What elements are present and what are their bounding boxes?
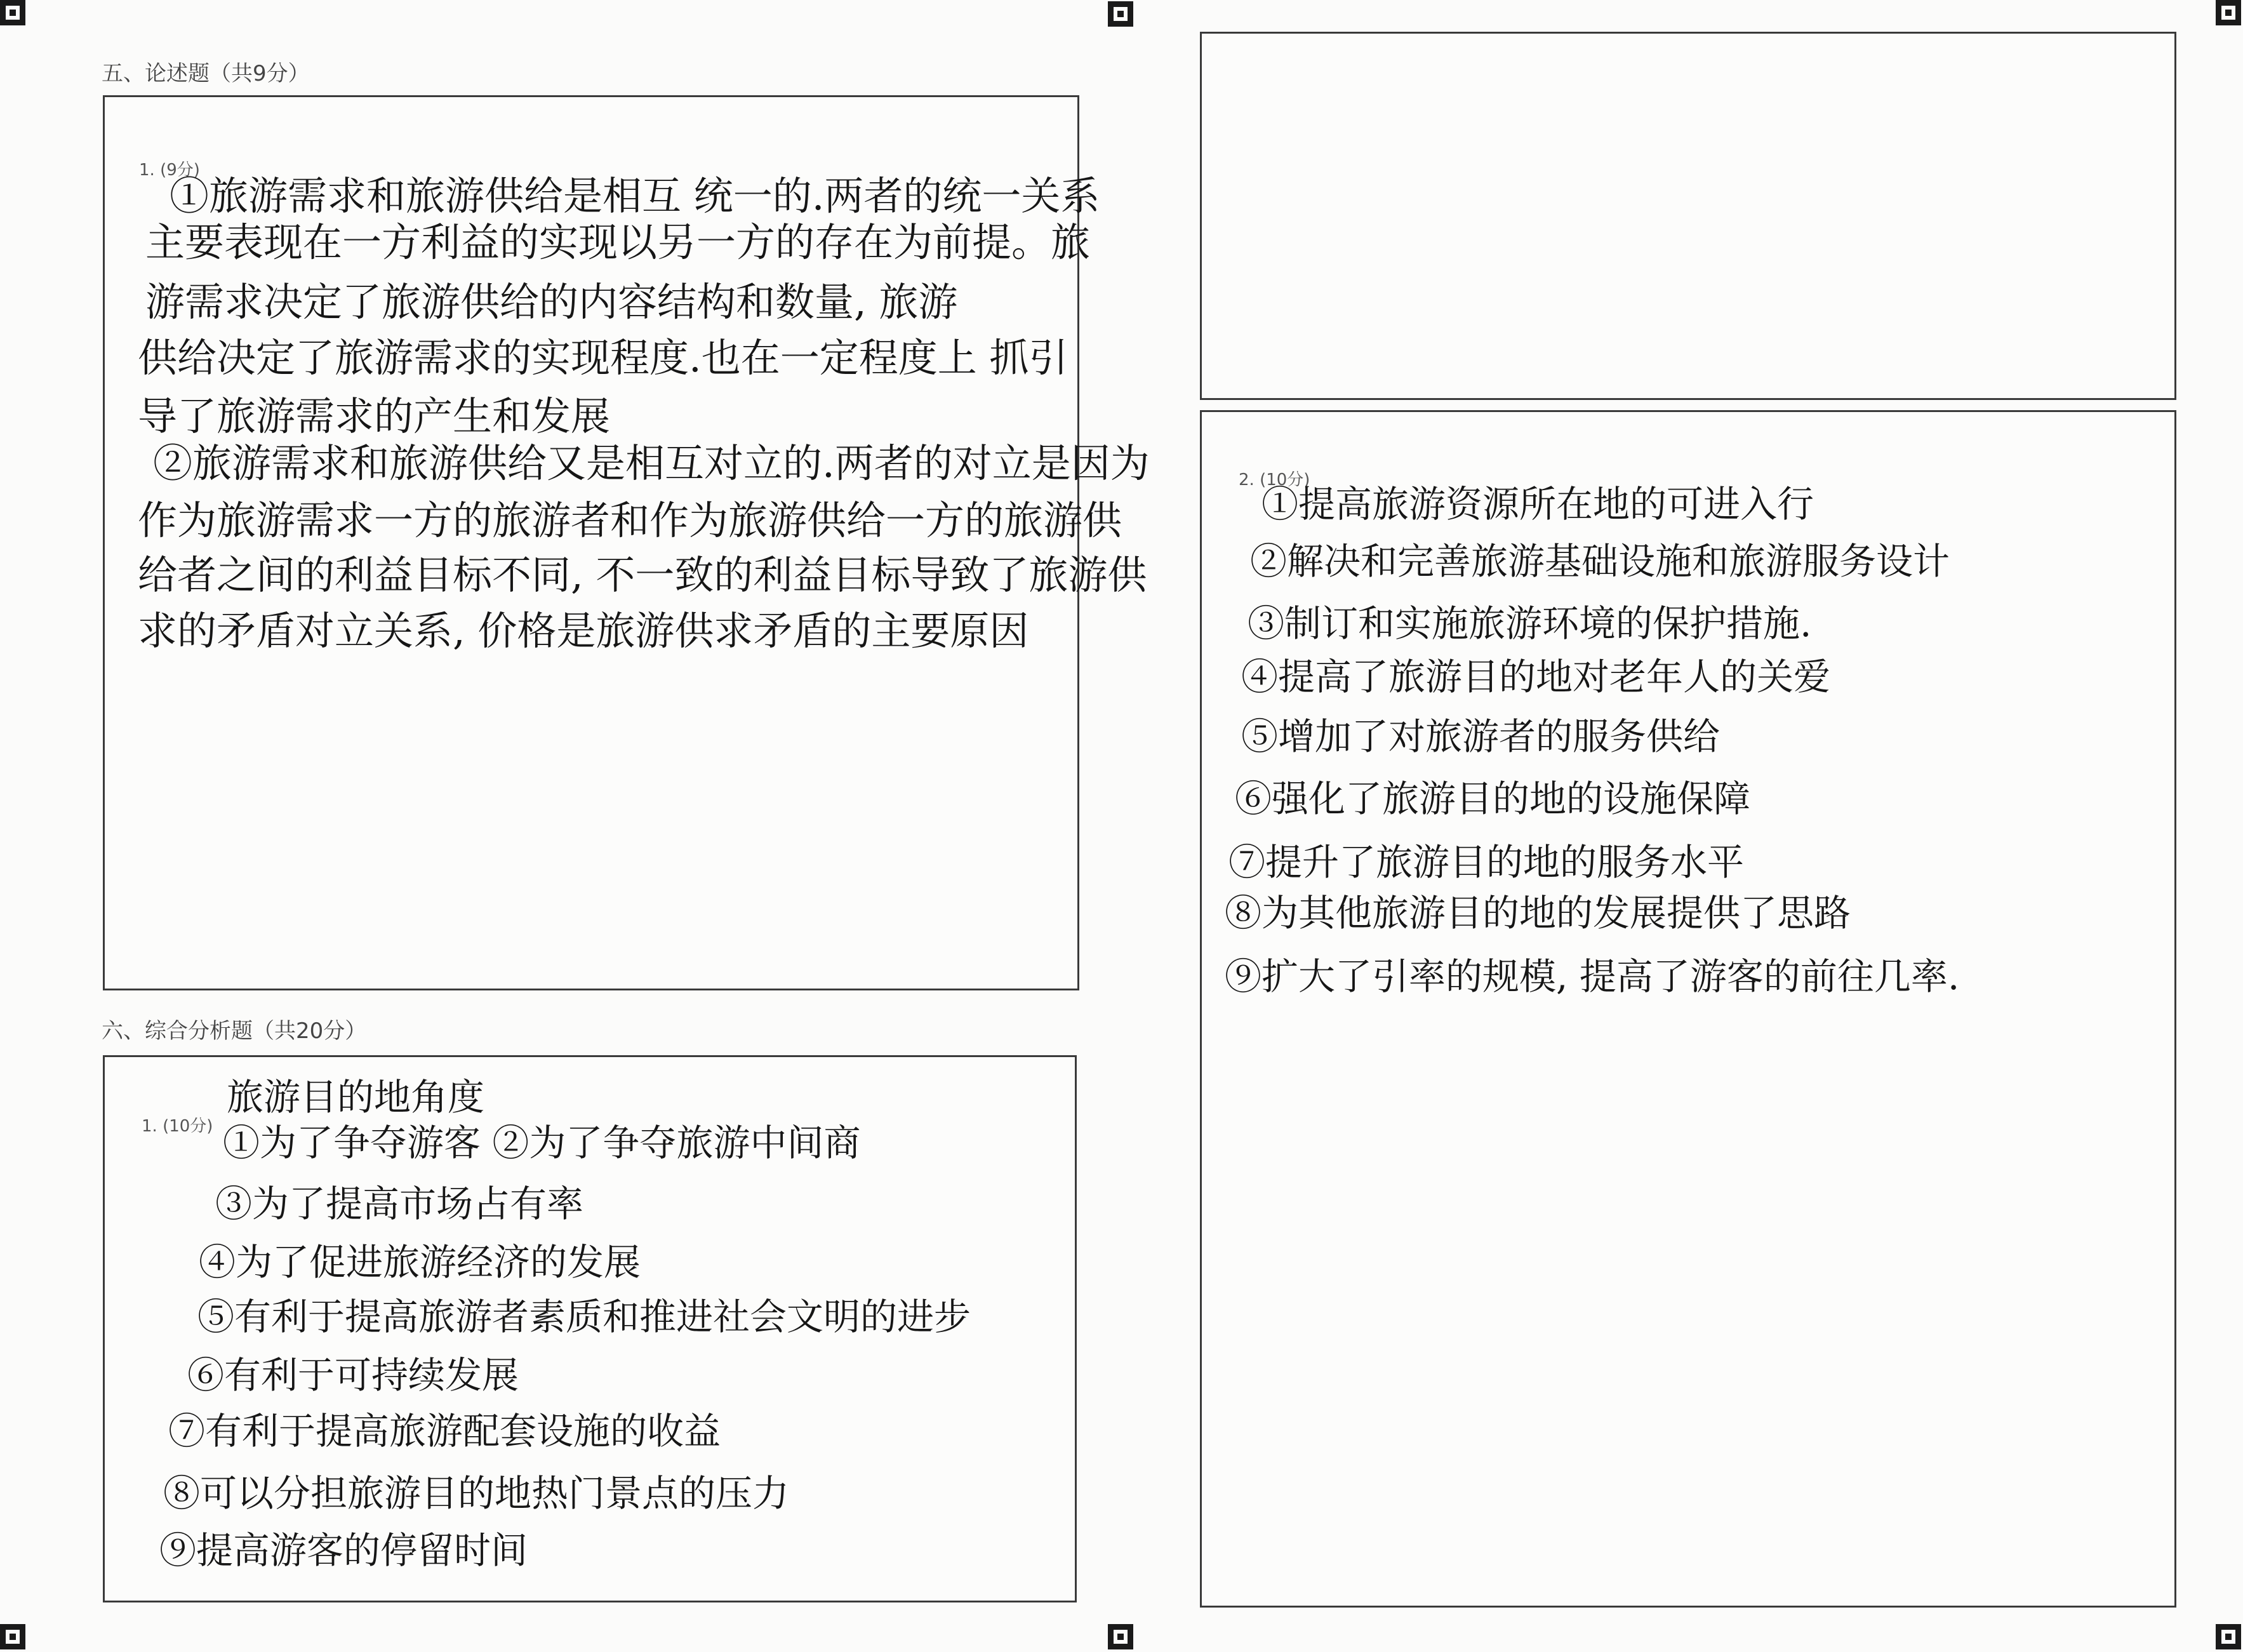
fiducial-marker-top-center	[1108, 1, 1133, 27]
analysis-section-title: 六、综合分析题（共20分）	[102, 1018, 367, 1044]
fiducial-marker-bottom-right	[2216, 1624, 2241, 1649]
analysis-q1-answer-box	[103, 1055, 1077, 1602]
analysis-q2-answer-box	[1200, 410, 2176, 1608]
answer-line: 给者之间的利益目标不同, 不一致的利益目标导致了旅游供	[138, 552, 1147, 598]
answer-line: ④提高了旅游目的地对老年人的关爱	[1241, 655, 1831, 698]
answer-line: 供给决定了旅游需求的实现程度.也在一定程度上 抓引	[138, 335, 1068, 381]
answer-line: 主要表现在一方利益的实现以另一方的存在为前提。旅	[145, 219, 1091, 265]
fiducial-marker-bottom-center	[1108, 1624, 1133, 1649]
answer-line: ⑧为其他旅游目的地的发展提供了思路	[1225, 891, 1851, 935]
fiducial-marker-top-left	[0, 0, 25, 25]
continuation-answer-box	[1200, 32, 2176, 400]
answer-line: ①为了争夺游客 ②为了争夺旅游中间商	[223, 1121, 861, 1164]
answer-line: ①旅游需求和旅游供给是相互 统一的.两者的统一关系	[170, 173, 1100, 219]
fiducial-marker-bottom-left	[0, 1624, 25, 1649]
answer-line: 旅游目的地角度	[227, 1076, 485, 1119]
answer-line: ④为了促进旅游经济的发展	[199, 1241, 641, 1284]
answer-line: 导了旅游需求的产生和发展	[138, 393, 611, 439]
answer-line: ⑦有利于提高旅游配套设施的收益	[168, 1409, 721, 1453]
essay-answer-box	[103, 95, 1150, 990]
answer-line: ⑤有利于提高旅游者素质和推进社会文明的进步	[197, 1295, 971, 1338]
answer-line: ⑥有利于可持续发展	[187, 1354, 519, 1397]
question-label: 1. (9分)	[139, 161, 200, 180]
answer-line: ②解决和完善旅游基础设施和旅游服务设计	[1250, 540, 1950, 583]
answer-line: ③为了提高市场占有率	[215, 1182, 584, 1225]
answer-line: ⑦提升了旅游目的地的服务水平	[1228, 841, 1745, 884]
question-label: 1. (10分)	[142, 1117, 213, 1136]
answer-line: ③制订和实施旅游环境的保护措施.	[1248, 602, 1812, 645]
answer-line: ⑥强化了旅游目的地的设施保障	[1235, 777, 1751, 820]
answer-line: ⑨扩大了引率的规模, 提高了游客的前往几率.	[1225, 955, 1960, 998]
answer-line: 求的矛盾对立关系, 价格是旅游供求矛盾的主要原因	[138, 608, 1029, 654]
essay-section-title: 五、论述题（共9分）	[102, 61, 310, 86]
answer-line: ②旅游需求和旅游供给又是相互对立的.两者的对立是因为	[153, 440, 1150, 486]
answer-line: ⑧可以分担旅游目的地热门景点的压力	[163, 1472, 790, 1515]
fiducial-marker-top-right	[2216, 0, 2241, 25]
question-label: 2. (10分)	[1239, 470, 1310, 490]
answer-line: ①提高旅游资源所在地的可进入行	[1261, 483, 1814, 526]
answer-line: ⑤增加了对旅游者的服务供给	[1241, 715, 1721, 758]
answer-line: 作为旅游需求一方的旅游者和作为旅游供给一方的旅游供	[138, 497, 1122, 543]
answer-line: ⑨提高游客的停留时间	[159, 1529, 528, 1572]
answer-line: 游需求决定了旅游供给的内容结构和数量, 旅游	[145, 279, 958, 325]
